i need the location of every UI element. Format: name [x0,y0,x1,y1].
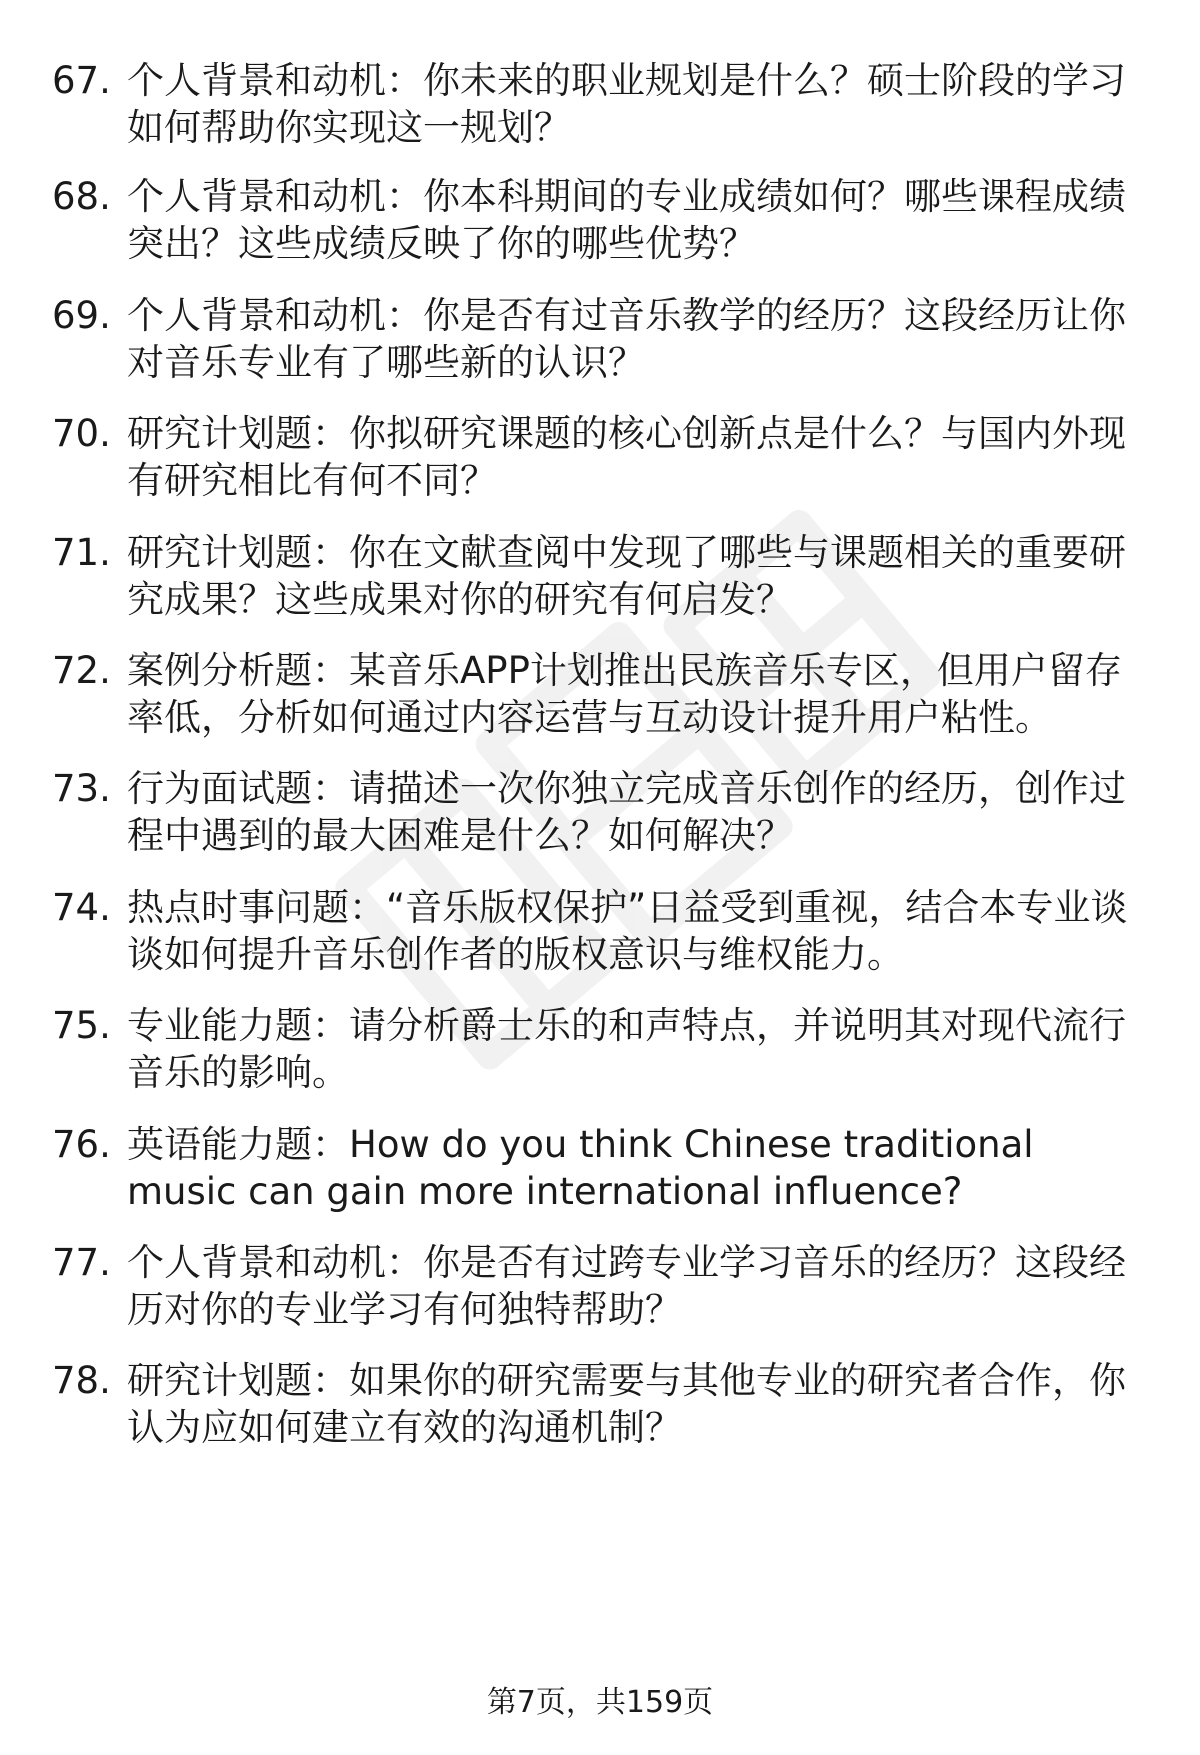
question-item-77 [52,1239,1142,1333]
question-number: 76. [52,1123,111,1166]
question-number: 75. [52,1004,111,1047]
question-text: 个人背景和动机：你本科期间的专业成绩如何？哪些课程成绩突出？这些成绩反映了你的哪些优势？ [127,175,1126,265]
question-text: 英语能力题：How do you think Chinese traditional music can gain more international influence? [127,1123,1034,1213]
question-item-73 [52,765,1142,859]
question-number: 78. [52,1359,111,1402]
question-text: 个人背景和动机：你是否有过音乐教学的经历？这段经历让你对音乐专业有了哪些新的认识？ [127,294,1126,384]
question-text: 行为面试题：请描述一次你独立完成音乐创作的经历，创作过程中遇到的最大困难是什么？如何解决？ [127,767,1126,857]
question-text: 专业能力题：请分析爵士乐的和声特点，并说明其对现代流行音乐的影响。 [127,1004,1126,1094]
question-number: 73. [52,767,111,810]
question-text: 案例分析题：某音乐APP计划推出民族音乐专区，但用户留存率低，分析如何通过内容运营与互动设计提升用户粘性。 [127,649,1122,739]
question-item-67 [52,57,1142,151]
question-number: 74. [52,886,111,929]
question-item-74 [52,884,1142,978]
question-number: 77. [52,1241,111,1284]
question-text: 研究计划题：你在文献查阅中发现了哪些与课题相关的重要研究成果？这些成果对你的研究有何启发？ [127,531,1126,621]
question-item-76 [52,1121,1142,1215]
question-number: 69. [52,294,111,337]
question-number: 70. [52,412,111,455]
question-item-72 [52,647,1142,741]
question-item-68 [52,173,1142,267]
question-item-71 [52,529,1142,623]
question-number: 71. [52,531,111,574]
question-item-78 [52,1357,1142,1451]
question-number: 72. [52,649,111,692]
question-item-70 [52,410,1142,504]
question-number: 68. [52,175,111,218]
page-number-footer: 第7页，共159页 [486,1685,714,1720]
question-text: 个人背景和动机：你未来的职业规划是什么？硕士阶段的学习如何帮助你实现这一规划？ [127,59,1126,149]
question-text: 研究计划题：如果你的研究需要与其他专业的研究者合作，你认为应如何建立有效的沟通机制？ [127,1359,1126,1449]
question-number: 67. [52,59,111,102]
question-text: 研究计划题：你拟研究课题的核心创新点是什么？与国内外现有研究相比有何不同？ [127,412,1126,502]
question-item-75 [52,1002,1142,1096]
question-text: 热点时事问题：“音乐版权保护”日益受到重视，结合本专业谈谈如何提升音乐创作者的版权意识与维权能力。 [127,886,1128,976]
question-item-69 [52,292,1142,386]
question-text: 个人背景和动机：你是否有过跨专业学习音乐的经历？这段经历对你的专业学习有何独特帮助？ [127,1241,1126,1331]
